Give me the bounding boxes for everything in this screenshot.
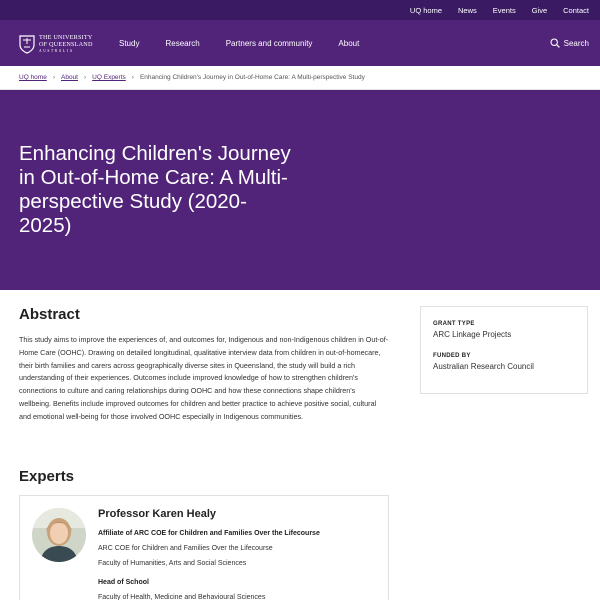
search-button[interactable] bbox=[550, 20, 589, 66]
logo-line-1: THE UNIVERSITY bbox=[39, 33, 93, 41]
hero-banner bbox=[0, 90, 600, 290]
nav-partners-community[interactable]: Partners and community bbox=[225, 38, 313, 48]
breadcrumb-current: Enhancing Children's Journey in Out-of-Home Care: A Multi-perspective Study bbox=[139, 74, 365, 81]
grant-type-label: GRANT TYPE bbox=[433, 321, 475, 327]
breadcrumb bbox=[0, 66, 600, 90]
grant-info-card bbox=[420, 306, 588, 394]
chevron-right-icon: › bbox=[84, 74, 87, 81]
chevron-right-icon: › bbox=[52, 74, 55, 81]
chevron-right-icon: › bbox=[131, 74, 134, 81]
page-title: Enhancing Children's Journey in Out-of-Home Care: A Multi-perspective Study (2020-2025) bbox=[19, 142, 291, 237]
utility-nav bbox=[394, 0, 589, 20]
expert-role-title: Head of School bbox=[98, 579, 149, 586]
abstract-text: This study aims to improve the experiences of, and outcomes for, Indigenous and non-Indigenous children in Out-of-Home Care (OOHC). Drawing on detailed longitudinal, qualitative interview data from children in out-of-homecare, their birth families and carers across geographically diverse sites in Queensland, the study will build a rich understanding of their experiences. Outcomes include improved knowledge of how to strengthen children's connections to culture and caring relationships during OOHC and how these connections shape children's wellbeing. Benefits include improved outcomes for children and better practice to achieve positive social, cultural and emotional well-being for those involved OOHC especially in Indigenous communities. bbox=[19, 335, 389, 421]
expert-role-faculty: Faculty of Humanities, Arts and Social Sciences bbox=[98, 560, 247, 567]
primary-nav bbox=[119, 20, 385, 66]
expert-name[interactable]: Professor Karen Healy bbox=[98, 508, 216, 520]
expert-role-org: ARC COE for Children and Families Over the Lifecourse bbox=[98, 545, 273, 552]
logo-line-3: AUSTRALIA bbox=[39, 48, 74, 53]
utility-link-uq-home[interactable]: UQ home bbox=[409, 5, 443, 15]
utility-bar bbox=[0, 0, 600, 20]
funded-by-value: Australian Research Council bbox=[433, 362, 534, 371]
expert-card[interactable] bbox=[19, 495, 389, 600]
search-icon bbox=[550, 38, 560, 48]
logo-line-2: OF QUEENSLAND bbox=[39, 40, 93, 48]
avatar[interactable] bbox=[32, 508, 86, 562]
nav-about[interactable]: About bbox=[338, 38, 360, 48]
utility-link-give[interactable]: Give bbox=[531, 5, 548, 15]
expert-role-faculty: Faculty of Health, Medicine and Behavioural Sciences bbox=[98, 594, 266, 600]
utility-link-news[interactable]: News bbox=[458, 5, 477, 15]
nav-study[interactable]: Study bbox=[119, 38, 140, 48]
funded-by-label: FUNDED BY bbox=[433, 353, 471, 359]
expert-role-title: Affiliate of ARC COE for Children and Families Over the Lifecourse bbox=[98, 530, 320, 537]
breadcrumb-uq-experts[interactable]: UQ Experts bbox=[92, 74, 126, 81]
uq-crest-icon bbox=[19, 35, 35, 54]
nav-research[interactable]: Research bbox=[165, 38, 200, 48]
experts-heading: Experts bbox=[19, 468, 75, 485]
utility-link-contact[interactable]: Contact bbox=[563, 5, 589, 15]
person-photo-icon bbox=[32, 508, 86, 562]
breadcrumb-uq-home[interactable]: UQ home bbox=[19, 74, 47, 81]
uq-logo[interactable] bbox=[19, 33, 99, 55]
search-label: Search bbox=[563, 38, 589, 48]
grant-type-value: ARC Linkage Projects bbox=[433, 330, 512, 339]
main-header bbox=[0, 20, 600, 66]
abstract-heading: Abstract bbox=[19, 306, 80, 323]
utility-link-events[interactable]: Events bbox=[492, 5, 516, 15]
breadcrumb-about[interactable]: About bbox=[61, 74, 78, 81]
